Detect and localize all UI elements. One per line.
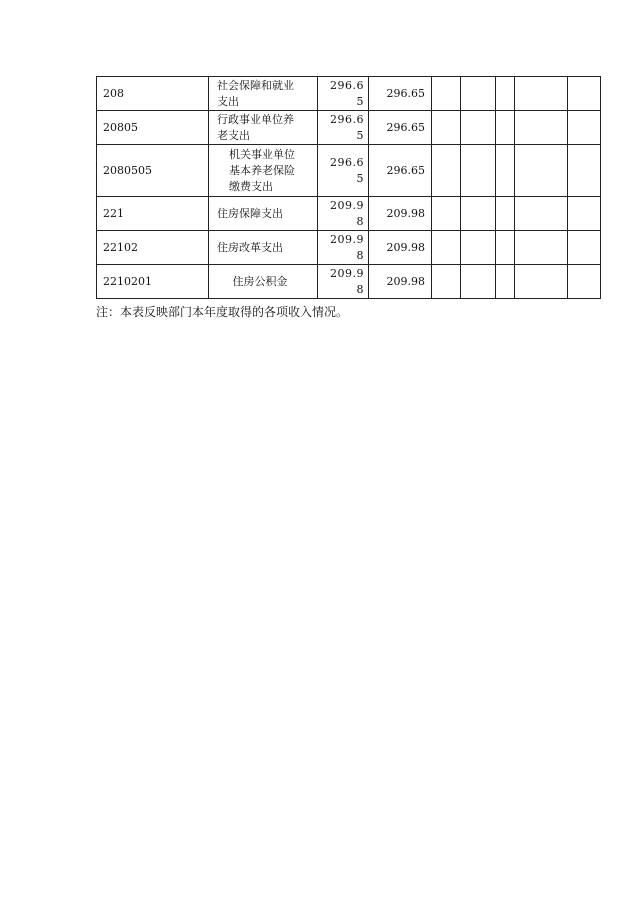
cell-amount <box>318 231 369 265</box>
subject-name-text: 行政事业单位养老支出 <box>217 112 294 142</box>
cell-empty <box>515 197 568 231</box>
cell-subject-name <box>209 231 318 265</box>
cell-empty <box>515 77 568 111</box>
cell-amount <box>318 145 369 197</box>
cell-empty <box>496 145 515 197</box>
cell-total: 209.98 <box>369 265 432 299</box>
cell-empty <box>568 111 601 145</box>
table-row <box>97 231 601 265</box>
cell-empty <box>432 111 461 145</box>
subject-name-text: 机关事业单位基本养老保险缴费支出 <box>229 147 295 193</box>
cell-total: 296.65 <box>369 77 432 111</box>
cell-subject-code: 2210201 <box>97 265 209 299</box>
amount-text: 296.65 <box>330 112 364 142</box>
cell-empty <box>496 197 515 231</box>
cell-empty <box>568 77 601 111</box>
cell-empty <box>496 111 515 145</box>
cell-empty <box>515 145 568 197</box>
cell-amount <box>318 265 369 299</box>
table-row <box>97 111 601 145</box>
cell-subject-name <box>209 145 318 197</box>
cell-empty <box>461 265 496 299</box>
cell-empty <box>432 265 461 299</box>
table-row <box>97 265 601 299</box>
income-table <box>96 76 601 299</box>
cell-empty <box>461 145 496 197</box>
cell-empty <box>515 231 568 265</box>
cell-empty <box>432 197 461 231</box>
cell-empty <box>461 111 496 145</box>
cell-total: 296.65 <box>369 145 432 197</box>
cell-subject-code: 22102 <box>97 231 209 265</box>
table-row <box>97 77 601 111</box>
cell-empty <box>461 77 496 111</box>
cell-amount <box>318 197 369 231</box>
amount-text: 209.98 <box>330 198 364 228</box>
cell-empty <box>432 77 461 111</box>
subject-name-text: 住房改革支出 <box>217 240 283 254</box>
subject-name-text: 住房保障支出 <box>217 206 283 220</box>
cell-empty <box>568 197 601 231</box>
cell-amount <box>318 111 369 145</box>
cell-empty <box>496 265 515 299</box>
cell-empty <box>432 145 461 197</box>
cell-amount <box>318 77 369 111</box>
cell-empty <box>461 197 496 231</box>
cell-total: 209.98 <box>369 231 432 265</box>
cell-empty <box>515 265 568 299</box>
cell-empty <box>496 231 515 265</box>
amount-text: 296.65 <box>330 155 364 185</box>
cell-empty <box>496 77 515 111</box>
cell-empty <box>515 111 568 145</box>
cell-subject-name <box>209 265 318 299</box>
cell-empty <box>461 231 496 265</box>
cell-empty <box>432 231 461 265</box>
amount-text: 209.98 <box>330 232 364 262</box>
cell-empty <box>568 231 601 265</box>
cell-subject-code: 221 <box>97 197 209 231</box>
cell-subject-code: 20805 <box>97 111 209 145</box>
cell-subject-name <box>209 111 318 145</box>
subject-name-text: 社会保障和就业支出 <box>217 78 294 108</box>
cell-subject-name <box>209 77 318 111</box>
cell-empty <box>568 145 601 197</box>
income-table-body <box>97 77 601 299</box>
cell-subject-name <box>209 197 318 231</box>
cell-total: 296.65 <box>369 111 432 145</box>
subject-name-text: 住房公积金 <box>232 274 288 288</box>
cell-total: 209.98 <box>369 197 432 231</box>
table-row <box>97 145 601 197</box>
amount-text: 209.98 <box>330 266 364 296</box>
table-note: 注：本表反映部门本年度取得的各项收入情况。 <box>96 305 349 319</box>
cell-subject-code: 208 <box>97 77 209 111</box>
amount-text: 296.65 <box>330 78 364 108</box>
table-row <box>97 197 601 231</box>
cell-empty <box>568 265 601 299</box>
cell-subject-code: 2080505 <box>97 145 209 197</box>
